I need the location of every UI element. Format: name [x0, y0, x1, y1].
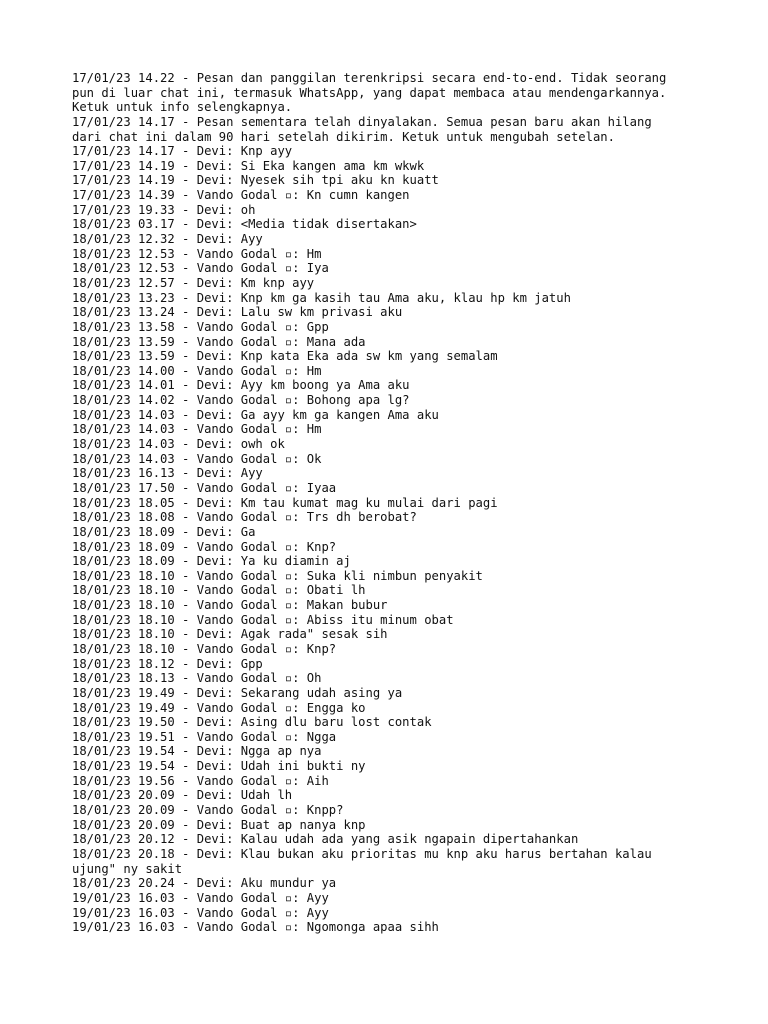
chat-line: 18/01/23 19.54 - Devi: Ngga ap nya — [72, 744, 322, 759]
chat-line: 18/01/23 19.49 - Vando Godal ▫: Engga ko — [72, 700, 366, 715]
chat-line: 17/01/23 14.19 - Devi: Nyesek sih tpi aku kn kuatt — [72, 173, 439, 188]
chat-line: 19/01/23 16.03 - Vando Godal ▫: Ayy — [72, 890, 329, 905]
chat-line: 18/01/23 19.51 - Vando Godal ▫: Ngga — [72, 729, 337, 744]
chat-line: 18/01/23 14.01 - Devi: Ayy km boong ya Ama aku — [72, 378, 410, 393]
chat-line: dari chat ini dalam 90 hari setelah dikirim. Ketuk untuk mengubah setelan. — [72, 129, 615, 144]
chat-line: 18/01/23 20.09 - Devi: Udah lh — [72, 788, 293, 803]
chat-line: 17/01/23 14.22 - Pesan dan panggilan terenkripsi secara end-to-end. Tidak seorang — [72, 71, 667, 85]
chat-line: 19/01/23 16.03 - Vando Godal ▫: Ngomonga apaa sihh — [72, 920, 439, 935]
chat-line: 17/01/23 14.17 - Pesan sementara telah dinyalakan. Semua pesan baru akan hilang — [72, 114, 652, 129]
chat-line: 18/01/23 14.02 - Vando Godal ▫: Bohong apa lg? — [72, 393, 410, 408]
chat-line: 17/01/23 14.17 - Devi: Knp ayy — [72, 144, 293, 159]
chat-line: ujung" ny sakit — [72, 861, 183, 876]
chat-line: 18/01/23 19.54 - Devi: Udah ini bukti ny — [72, 759, 366, 774]
chat-line: 18/01/23 13.58 - Vando Godal ▫: Gpp — [72, 319, 329, 334]
chat-line: 18/01/23 12.53 - Vando Godal ▫: Hm — [72, 246, 322, 261]
chat-line: 18/01/23 14.03 - Vando Godal ▫: Ok — [72, 451, 322, 466]
chat-line: 18/01/23 18.09 - Devi: Ya ku diamin aj — [72, 554, 351, 569]
chat-line: 18/01/23 13.59 - Vando Godal ▫: Mana ada — [72, 334, 366, 349]
chat-line: 18/01/23 17.50 - Vando Godal ▫: Iyaa — [72, 480, 337, 495]
chat-line: 18/01/23 19.49 - Devi: Sekarang udah asing ya — [72, 685, 403, 700]
chat-line: 18/01/23 18.10 - Devi: Agak rada" sesak sih — [72, 627, 388, 642]
chat-line: 17/01/23 14.39 - Vando Godal ▫: Kn cumn kangen — [72, 188, 410, 203]
chat-line: 18/01/23 20.09 - Devi: Buat ap nanya knp — [72, 817, 366, 832]
chat-line: 18/01/23 18.10 - Vando Godal ▫: Makan bubur — [72, 598, 388, 613]
chat-line: 17/01/23 14.19 - Devi: Si Eka kangen ama km wkwk — [72, 158, 425, 173]
chat-line: 18/01/23 20.09 - Vando Godal ▫: Knpp? — [72, 803, 344, 818]
chat-line: 18/01/23 20.12 - Devi: Kalau udah ada yang asik ngapain dipertahankan — [72, 832, 579, 847]
chat-line: 18/01/23 18.10 - Vando Godal ▫: Suka kli nimbun penyakit — [72, 568, 483, 583]
chat-line: 18/01/23 18.10 - Vando Godal ▫: Abiss itu minum obat — [72, 612, 454, 627]
chat-line: 18/01/23 12.53 - Vando Godal ▫: Iya — [72, 261, 329, 276]
chat-line: 18/01/23 18.12 - Devi: Gpp — [72, 656, 263, 671]
chat-line: 18/01/23 14.00 - Vando Godal ▫: Hm — [72, 363, 322, 378]
chat-line: 18/01/23 16.13 - Devi: Ayy — [72, 466, 263, 481]
chat-line: 17/01/23 19.33 - Devi: oh — [72, 202, 256, 217]
chat-line: 19/01/23 16.03 - Vando Godal ▫: Ayy — [72, 905, 329, 920]
chat-line: 18/01/23 13.23 - Devi: Knp km ga kasih tau Ama aku, klau hp km jatuh — [72, 290, 571, 305]
chat-export-text — [72, 71, 712, 935]
chat-line: pun di luar chat ini, termasuk WhatsApp, yang dapat membaca atau mendengarkannya. — [72, 85, 667, 100]
chat-line: 18/01/23 18.13 - Vando Godal ▫: Oh — [72, 671, 322, 686]
chat-line: 18/01/23 18.05 - Devi: Km tau kumat mag ku mulai dari pagi — [72, 495, 498, 510]
chat-line: 18/01/23 03.17 - Devi: <Media tidak disertakan> — [72, 217, 417, 232]
chat-line: 18/01/23 18.08 - Vando Godal ▫: Trs dh berobat? — [72, 510, 417, 525]
chat-line: 18/01/23 12.57 - Devi: Km knp ayy — [72, 275, 315, 290]
chat-line: Ketuk untuk info selengkapnya. — [72, 100, 293, 115]
chat-line: 18/01/23 20.24 - Devi: Aku mundur ya — [72, 876, 337, 891]
chat-line: 18/01/23 20.18 - Devi: Klau bukan aku prioritas mu knp aku harus bertahan kalau — [72, 846, 652, 861]
chat-line: 18/01/23 19.50 - Devi: Asing dlu baru lost contak — [72, 715, 432, 730]
chat-line: 18/01/23 13.59 - Devi: Knp kata Eka ada sw km yang semalam — [72, 349, 498, 364]
chat-line: 18/01/23 14.03 - Vando Godal ▫: Hm — [72, 422, 322, 437]
chat-line: 18/01/23 18.10 - Vando Godal ▫: Obati lh — [72, 583, 366, 598]
chat-line: 18/01/23 19.56 - Vando Godal ▫: Aih — [72, 773, 329, 788]
chat-line: 18/01/23 14.03 - Devi: Ga ayy km ga kangen Ama aku — [72, 407, 439, 422]
chat-line: 18/01/23 14.03 - Devi: owh ok — [72, 437, 285, 452]
chat-line: 18/01/23 18.09 - Devi: Ga — [72, 524, 256, 539]
chat-line: 18/01/23 12.32 - Devi: Ayy — [72, 232, 263, 247]
chat-line: 18/01/23 18.09 - Vando Godal ▫: Knp? — [72, 539, 337, 554]
chat-line: 18/01/23 18.10 - Vando Godal ▫: Knp? — [72, 641, 337, 656]
chat-line: 18/01/23 13.24 - Devi: Lalu sw km privasi aku — [72, 305, 403, 320]
